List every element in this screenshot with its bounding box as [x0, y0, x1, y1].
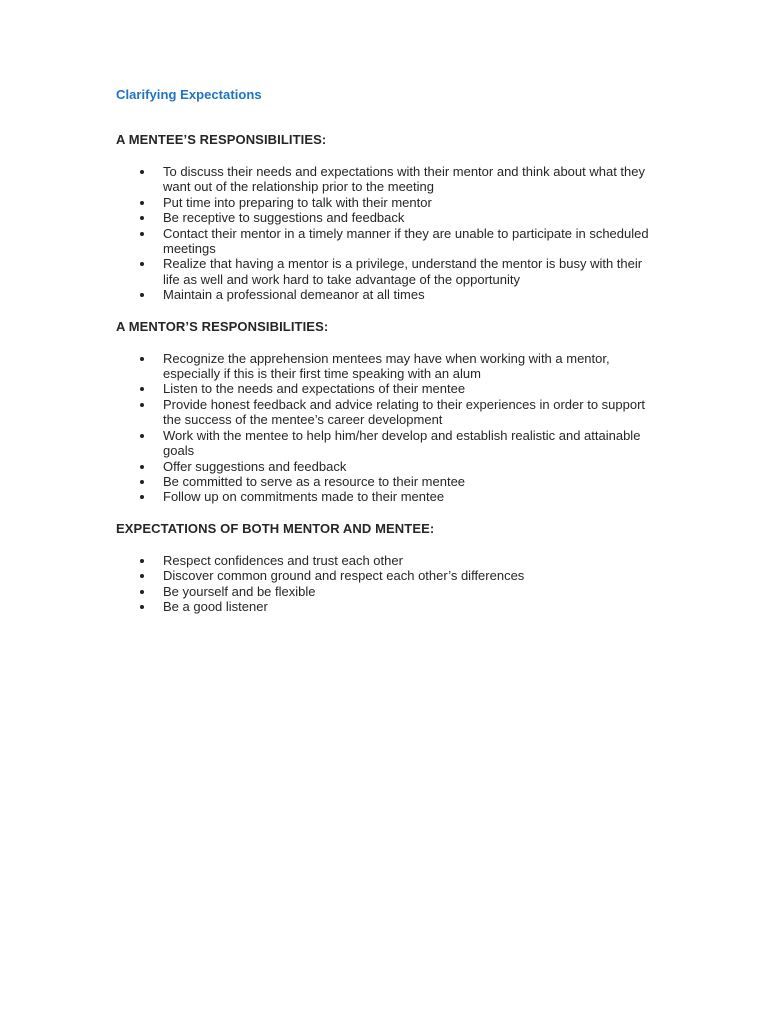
bullet-icon	[140, 262, 144, 266]
list-item	[116, 256, 656, 287]
bullet-icon	[140, 403, 144, 407]
mentor-responsibilities-heading: A MENTOR’S RESPONSIBILITIES:	[116, 318, 329, 334]
list-item	[116, 381, 656, 396]
list-item	[116, 428, 656, 459]
list-item-text: Follow up on commitments made to their mentee	[163, 489, 445, 505]
list-item-text: Provide honest feedback and advice relating to their experiences in order to support the success of the mentee’s career development	[163, 396, 646, 428]
list-item	[116, 351, 656, 382]
document-page	[116, 86, 656, 614]
list-item	[116, 226, 656, 257]
bullet-icon	[140, 201, 144, 205]
list-item	[116, 599, 656, 614]
list-item-text: To discuss their needs and expectations with their mentor and think about what they want out of the relationship prior to the meeting	[163, 164, 646, 195]
bullet-icon	[140, 232, 144, 236]
list-item-text: Discover common ground and respect each other’s differences	[163, 568, 525, 584]
shared-expectations-list	[116, 553, 656, 615]
list-item	[116, 210, 656, 225]
bullet-icon	[140, 387, 144, 391]
list-item	[116, 459, 656, 474]
bullet-icon	[140, 357, 144, 361]
bullet-icon	[140, 605, 144, 609]
list-item-text: Be committed to serve as a resource to their mentee	[163, 473, 466, 489]
list-item	[116, 553, 656, 568]
bullet-icon	[140, 434, 144, 438]
list-item	[116, 584, 656, 599]
bullet-icon	[140, 465, 144, 469]
list-item	[116, 287, 656, 302]
list-item-text: Be receptive to suggestions and feedback	[163, 210, 405, 226]
list-item-text: Listen to the needs and expectations of their mentee	[163, 381, 466, 397]
bullet-icon	[140, 590, 144, 594]
mentee-responsibilities-list	[116, 164, 656, 303]
list-item	[116, 195, 656, 210]
mentee-responsibilities-heading: A MENTEE’S RESPONSIBILITIES:	[116, 132, 327, 147]
bullet-icon	[140, 559, 144, 563]
list-item	[116, 568, 656, 583]
bullet-icon	[140, 574, 144, 578]
list-item-text: Work with the mentee to help him/her develop and establish realistic and attainable goals	[163, 427, 641, 459]
list-item	[116, 474, 656, 489]
document-title: Clarifying Expectations	[116, 87, 262, 102]
list-item-text: Contact their mentor in a timely manner if they are unable to participate in scheduled meetings	[163, 225, 649, 257]
list-item-text: Offer suggestions and feedback	[163, 458, 347, 474]
shared-expectations-heading: EXPECTATIONS OF BOTH MENTOR AND MENTEE:	[116, 520, 435, 536]
list-item-text: Recognize the apprehension mentees may have when working with a mentor, especially if this is their first time speaking with an alum	[163, 350, 610, 382]
list-item	[116, 489, 656, 504]
list-item-text: Put time into preparing to talk with their mentor	[163, 194, 432, 210]
list-item-text: Realize that having a mentor is a privilege, understand the mentor is busy with their life as well and work hard to take advantage of the opportunity	[163, 256, 643, 287]
list-item	[116, 397, 656, 428]
list-item	[116, 164, 656, 195]
list-item-text: Be a good listener	[163, 598, 268, 614]
bullet-icon	[140, 216, 144, 220]
list-item-text: Respect confidences and trust each other	[163, 552, 403, 568]
bullet-icon	[140, 480, 144, 484]
bullet-icon	[140, 170, 144, 174]
list-item-text: Maintain a professional demeanor at all times	[163, 287, 425, 303]
mentor-responsibilities-list	[116, 351, 656, 505]
bullet-icon	[140, 495, 144, 499]
list-item-text: Be yourself and be flexible	[163, 583, 316, 599]
bullet-icon	[140, 293, 144, 297]
